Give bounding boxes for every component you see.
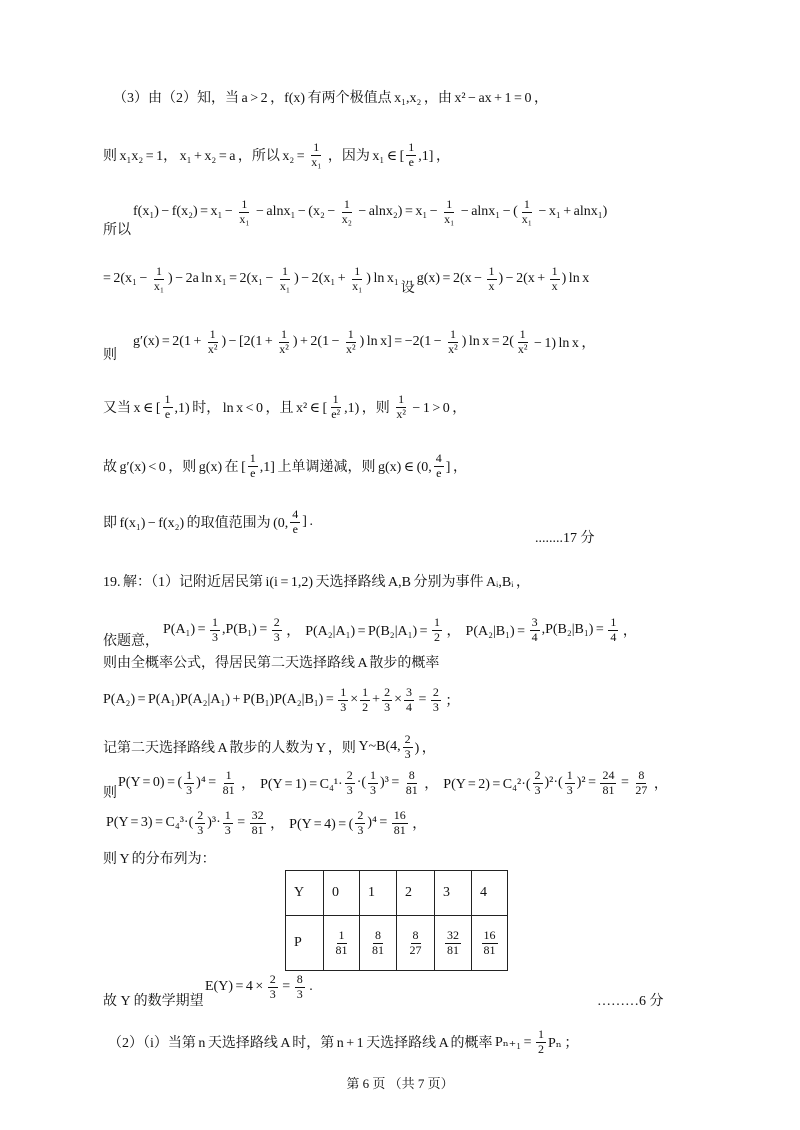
- fraction-denominator: x²: [396, 406, 406, 421]
- q19-expectation-label: [103, 982, 204, 1018]
- page-footer: [0, 1073, 800, 1092]
- fraction: [163, 393, 173, 422]
- fraction-denominator: 27: [635, 782, 648, 797]
- table-cell: [472, 916, 508, 971]
- score-text: ........17 分: [535, 531, 595, 546]
- fraction: [482, 929, 498, 958]
- fraction-numerator: 1: [434, 614, 441, 629]
- q19-binomial-line: [103, 729, 436, 765]
- fraction-denominator: 4: [610, 629, 617, 644]
- fraction-numerator: 2: [384, 684, 391, 699]
- fraction-numerator: 2: [534, 767, 541, 782]
- fraction: [608, 616, 618, 645]
- math-text: − alnx₁ − (x₂ −: [253, 204, 338, 219]
- fraction: [408, 929, 424, 958]
- math-text: 故 g′(x) < 0 ，则 g(x) 在 [: [103, 460, 246, 475]
- fraction-numerator: 1: [347, 326, 354, 341]
- fraction-numerator: 1: [408, 139, 415, 154]
- math-text: ) ln x] = −2(1 −: [359, 334, 445, 349]
- math-text: Pₙ₊₁ =: [494, 1034, 534, 1050]
- fraction: [406, 141, 416, 170]
- math-text: )⁴ =: [196, 775, 219, 790]
- fraction-denominator: 3: [357, 822, 364, 837]
- math-text: ，: [620, 624, 637, 639]
- fraction-denominator: 3: [340, 699, 347, 714]
- fraction-numerator: 8: [638, 767, 645, 782]
- fraction: [295, 973, 305, 1002]
- math-text: )⁴ =: [367, 815, 390, 830]
- fraction-denominator: e²: [331, 406, 341, 421]
- fraction-denominator: 3: [197, 822, 204, 837]
- math-text: − alnx₁ − (: [458, 204, 518, 219]
- fraction-numerator: 1: [343, 196, 350, 211]
- math-text: ， P(Y = 1) = C₄¹·: [238, 777, 343, 792]
- score-17: [535, 519, 595, 555]
- fraction-numerator: 1: [446, 196, 453, 211]
- math-text: ] .: [302, 514, 313, 529]
- math-text: f(x₁) − f(x₂) = x₁ −: [133, 204, 236, 219]
- fraction-denominator: 3: [432, 699, 439, 714]
- table-header-cell: 2: [397, 871, 435, 916]
- math-text: ,1) 时， ln x < 0 ，且 x² ∈ [: [174, 401, 328, 416]
- math-text: P(Y = 0) = (: [118, 775, 183, 790]
- fraction-denominator: x²: [448, 341, 458, 356]
- table-row: [286, 916, 508, 971]
- fraction-numerator: 1: [313, 139, 320, 154]
- fraction: [533, 769, 543, 798]
- table-header-cell: 3: [435, 871, 472, 916]
- fraction: [520, 198, 534, 227]
- fraction-denominator: 3: [212, 629, 218, 644]
- fraction: [633, 769, 649, 798]
- fraction-denominator: 3: [384, 699, 391, 714]
- fraction: [184, 769, 194, 798]
- part3-derivative-formula: [133, 324, 595, 360]
- prefix-word: 所以: [103, 223, 131, 238]
- table-cell: [360, 916, 397, 971]
- fraction: [404, 686, 414, 715]
- math-text: ，因为 x₁ ∈ [: [325, 149, 405, 164]
- math-text: ) ln x = 2(: [461, 334, 514, 349]
- fraction: [394, 393, 408, 422]
- fraction: [550, 265, 560, 294]
- fraction-denominator: x₁: [311, 154, 322, 169]
- fraction-numerator: 2: [432, 684, 439, 699]
- fraction-denominator: x₁: [352, 278, 363, 293]
- fraction: [329, 393, 342, 422]
- math-text: 则由全概率公式，得居民第二天选择路线 A 散步的概率: [103, 656, 440, 671]
- math-text: ) − 2(x₁ +: [294, 271, 349, 286]
- fraction: [516, 328, 530, 357]
- fraction-numerator: 8: [408, 767, 415, 782]
- fraction: [360, 686, 370, 715]
- math-text: ，: [651, 777, 668, 792]
- part3-simplify-line: [103, 261, 589, 297]
- fraction-denominator: 3: [534, 782, 541, 797]
- fraction-numerator: 2: [273, 614, 280, 629]
- fraction-numerator: 16: [483, 927, 496, 942]
- q19-given-probabilities: [163, 612, 637, 648]
- fraction-denominator: 2: [434, 629, 441, 644]
- fraction: [237, 198, 251, 227]
- fraction-numerator: 1: [398, 391, 405, 406]
- fraction-numerator: 2: [269, 971, 276, 986]
- fraction: [344, 328, 358, 357]
- table-header-cell: 4: [472, 871, 508, 916]
- fraction-numerator: 1: [340, 684, 347, 699]
- fraction-numerator: 32: [447, 927, 459, 942]
- part3-intro-line: [113, 79, 548, 115]
- math-text: .: [306, 979, 313, 994]
- fraction: [152, 265, 166, 294]
- math-text: ) − 2(x +: [498, 271, 548, 286]
- fraction-denominator: e: [250, 465, 256, 480]
- fraction-denominator: 3: [404, 746, 411, 761]
- fraction-numerator: 1: [164, 391, 171, 406]
- fraction: [195, 809, 205, 838]
- table-cell: [435, 916, 472, 971]
- fraction-numerator: 2: [197, 807, 204, 822]
- fraction-numerator: 1: [186, 767, 193, 782]
- math-text: )³·: [207, 815, 221, 830]
- fraction-numerator: 1: [241, 196, 248, 211]
- let-word: 设: [400, 281, 415, 296]
- part3-monotonic-line: [103, 448, 467, 484]
- fraction-denominator: 81: [251, 822, 264, 837]
- fraction: [370, 929, 386, 958]
- fraction-numerator: 1: [551, 263, 558, 278]
- fraction-denominator: e: [408, 154, 414, 169]
- prefix-word: 依题意，: [103, 634, 159, 649]
- math-text: ) − [2(1 +: [221, 334, 276, 349]
- fraction-denominator: x₁: [279, 278, 291, 293]
- fraction-denominator: 27: [409, 942, 422, 957]
- math-text: ) ，: [414, 741, 436, 756]
- fraction: [487, 265, 497, 294]
- math-text: （3）由（2）知，当 a > 2 ，f(x) 有两个极值点 x₁,x₂ ，由 x² − ax + 1 = 0 ，: [113, 91, 548, 106]
- math-text: （2）（i）当第 n 天选择路线 A 时，第 n + 1 天选择路线 A 的概率: [108, 1036, 495, 1051]
- part3-therefore-label: [103, 211, 131, 247]
- fraction-denominator: x₁: [153, 278, 165, 293]
- fraction-denominator: x²: [345, 341, 356, 356]
- math-text: − 1) ln x ，: [531, 336, 596, 351]
- prefix-word: 则: [103, 348, 117, 363]
- fraction-numerator: 1: [354, 263, 361, 278]
- math-text: =: [279, 979, 293, 994]
- table-row-label: P: [286, 916, 324, 971]
- fraction-denominator: 3: [224, 822, 231, 837]
- q19-probabilities-0-2: [118, 765, 668, 801]
- fraction: [221, 769, 237, 798]
- fraction: [392, 809, 408, 838]
- fraction-denominator: 3: [186, 782, 193, 797]
- math-text: ) ln x: [561, 271, 590, 286]
- fraction-numerator: 1: [155, 263, 162, 278]
- math-text: )³ =: [380, 775, 402, 790]
- fraction-numerator: 1: [212, 614, 218, 629]
- q19-total-probability-formula: [103, 682, 459, 718]
- fraction-denominator: 2: [537, 1041, 544, 1056]
- prefix-word: 故 Y 的数学期望: [103, 994, 204, 1009]
- fraction: [434, 452, 444, 481]
- fraction-denominator: 81: [372, 942, 384, 957]
- fraction-denominator: x²: [207, 341, 218, 356]
- fraction: [600, 769, 616, 798]
- fraction-denominator: x₂: [341, 211, 352, 226]
- fraction-denominator: 2: [362, 699, 369, 714]
- fraction: [278, 265, 292, 294]
- fraction-numerator: 1: [537, 1026, 544, 1041]
- prefix-word: 则: [103, 786, 117, 801]
- fraction: [382, 686, 392, 715]
- math-text: +: [372, 692, 381, 707]
- fraction-denominator: e: [292, 521, 298, 536]
- q19-intro-line: [103, 563, 530, 599]
- fraction: [277, 328, 291, 357]
- fraction-denominator: 81: [393, 822, 406, 837]
- fraction-numerator: 8: [412, 927, 419, 942]
- math-text: ) + 2(1 −: [292, 334, 342, 349]
- fraction-denominator: 3: [370, 782, 377, 797]
- math-text: ， P(A₂|A₁) = P(B₂|A₁) =: [283, 624, 431, 639]
- q19-probabilities-3-4: [106, 805, 426, 841]
- fraction-denominator: x₁: [444, 211, 455, 226]
- fraction-denominator: 81: [405, 782, 418, 797]
- math-text: ， P(A₂|B₁) =: [444, 624, 528, 639]
- fraction-numerator: 16: [393, 807, 406, 822]
- math-text: 19. 解：（1）记附近居民第 i(i = 1,2) 天选择路线 A,B 分别为事件 Aᵢ,Bᵢ ，: [103, 575, 530, 590]
- math-text: E(Y) = 4 ×: [205, 979, 266, 994]
- math-text: P(Y = 3) = C₄³·(: [106, 815, 194, 830]
- fraction: [309, 141, 323, 170]
- fraction-numerator: 4: [435, 450, 442, 465]
- fraction: [290, 508, 300, 537]
- math-text: 则 Y 的分布列为：: [103, 852, 216, 867]
- math-text: ) ln x₁: [366, 271, 399, 286]
- fraction: [446, 328, 460, 357]
- fraction-numerator: 1: [449, 326, 456, 341]
- fraction-numerator: 2: [357, 807, 364, 822]
- part3-roots-relation-line: [103, 137, 450, 173]
- part3-sign-analysis-line: [103, 389, 466, 425]
- math-text: ,1] ，: [418, 149, 450, 164]
- fraction: [334, 929, 350, 958]
- math-text: 即 f(x₁) − f(x₂) 的取值范围为 (0,: [103, 516, 289, 531]
- table-header-cell: 0: [324, 871, 360, 916]
- fraction: [248, 452, 258, 481]
- q19-distribution-caption: [103, 840, 216, 876]
- score-text: ………6 分: [597, 994, 664, 1009]
- fraction-numerator: 1: [332, 391, 339, 406]
- table-cell: [397, 916, 435, 971]
- fraction-denominator: e: [436, 465, 442, 480]
- fraction: [206, 328, 220, 357]
- fraction-denominator: 3: [566, 782, 573, 797]
- fraction-numerator: 1: [281, 326, 288, 341]
- fraction-numerator: 1: [282, 263, 289, 278]
- fraction-numerator: 1: [225, 767, 232, 782]
- math-text: ×: [394, 692, 402, 707]
- fraction-denominator: 4: [405, 699, 412, 714]
- math-text: =: [234, 815, 248, 830]
- math-text: − alnx₂) = x₁ −: [355, 204, 441, 219]
- fraction: [345, 769, 355, 798]
- math-text: =: [415, 692, 429, 707]
- fraction-denominator: 81: [222, 782, 235, 797]
- fraction: [268, 973, 278, 1002]
- fraction-denominator: e: [164, 406, 171, 421]
- q19-total-probability-text: [103, 644, 439, 680]
- fraction-denominator: 3: [346, 782, 353, 797]
- math-text: g(x) = 2(x −: [416, 271, 485, 286]
- fraction: [223, 809, 233, 838]
- math-text: ， P(Y = 4) = (: [267, 817, 354, 832]
- fraction: [431, 686, 441, 715]
- fraction: [442, 198, 456, 227]
- math-text: =: [618, 775, 632, 790]
- fraction-denominator: 3: [296, 986, 303, 1001]
- fraction: [368, 769, 378, 798]
- fraction: [432, 616, 442, 645]
- math-text: ,P(B₁) =: [222, 622, 270, 637]
- math-text: 又当 x ∈ [: [103, 401, 161, 416]
- fraction-numerator: 3: [531, 614, 538, 629]
- fraction-numerator: 1: [488, 263, 495, 278]
- math-text: P(A₁) =: [163, 622, 208, 637]
- fraction: [404, 769, 420, 798]
- math-text: ，: [409, 817, 427, 832]
- math-text: − x₁ + alnx₁): [535, 204, 608, 219]
- table-row: [286, 871, 508, 916]
- q19-part2-line: [108, 1024, 578, 1060]
- simplified-difference-formula: [103, 265, 399, 294]
- math-text: Pₙ ；: [547, 1036, 579, 1051]
- fraction-denominator: 81: [602, 782, 615, 797]
- fraction: [272, 616, 282, 645]
- fraction-denominator: 4: [531, 629, 538, 644]
- fraction-numerator: 1: [523, 196, 530, 211]
- math-text: P(A₂) = P(A₁)P(A₂|A₁) + P(B₁)P(A₂|B₁) =: [103, 692, 337, 707]
- fraction: [530, 616, 540, 645]
- math-text: )²·(: [544, 775, 563, 790]
- math-text: ,P(B₂|B₁) =: [541, 622, 607, 637]
- math-text: ,1] 上单调递减，则 g(x) ∈ (0,: [259, 460, 432, 475]
- score-6: [597, 982, 664, 1018]
- math-text: ,1) ，则: [344, 401, 393, 416]
- fraction-denominator: 3: [273, 629, 280, 644]
- math-text: = 2(x₁ −: [103, 271, 150, 286]
- fraction-numerator: 1: [209, 326, 216, 341]
- fraction-numerator: 1: [224, 807, 231, 822]
- page-number-label: 第 6 页 （共 7 页）: [346, 1076, 454, 1091]
- math-text: ] ，: [445, 460, 467, 475]
- fraction: [445, 929, 461, 958]
- fraction-numerator: 2: [346, 767, 353, 782]
- fraction: [565, 769, 575, 798]
- fraction-denominator: x: [551, 278, 558, 293]
- table-header-cell: 1: [360, 871, 397, 916]
- fraction-numerator: 4: [292, 506, 299, 521]
- math-text: ×: [350, 692, 359, 707]
- distribution-table: [285, 870, 508, 971]
- fraction-denominator: x²: [517, 341, 528, 356]
- fraction-numerator: 32: [251, 807, 264, 822]
- q19-expectation-formula: [205, 969, 313, 1005]
- fraction-numerator: 1: [249, 450, 256, 465]
- fraction-denominator: 3: [269, 986, 276, 1001]
- table-cell: [324, 916, 360, 971]
- fraction: [350, 265, 364, 294]
- part3-difference-formula: [133, 194, 607, 230]
- fraction: [210, 616, 220, 645]
- part3-conclusion-line: [103, 504, 313, 540]
- g-function-definition: [417, 265, 589, 294]
- fraction-denominator: 81: [335, 942, 348, 957]
- math-text: g′(x) = 2(1 +: [133, 334, 204, 349]
- fraction-numerator: 1: [566, 767, 573, 782]
- fraction-denominator: x₁: [239, 211, 250, 226]
- fraction-numerator: 1: [610, 614, 617, 629]
- fraction: [355, 809, 365, 838]
- math-text: ·(: [356, 775, 367, 790]
- fraction-numerator: 3: [405, 684, 412, 699]
- fraction-denominator: x₁: [521, 211, 532, 226]
- math-text: ) − 2a ln x₁ = 2(x₁ −: [168, 271, 276, 286]
- fraction-numerator: 8: [375, 927, 381, 942]
- fraction-denominator: 81: [483, 942, 496, 957]
- fraction: [250, 809, 266, 838]
- fraction-denominator: x: [488, 278, 495, 293]
- fraction: [403, 733, 413, 762]
- math-text: 则 x₁x₂ = 1， x₁ + x₂ = a ，所以 x₂ =: [103, 149, 308, 164]
- math-text: Y~B(4,: [358, 739, 401, 754]
- math-text: 记第二天选择路线 A 散步的人数为 Y ，则: [103, 741, 359, 756]
- fraction-numerator: 24: [602, 767, 615, 782]
- fraction: [338, 686, 348, 715]
- math-text: ， P(Y = 2) = C₄²·(: [421, 777, 531, 792]
- table-header-cell: Y: [286, 871, 324, 916]
- fraction-denominator: 81: [447, 942, 459, 957]
- fraction-denominator: x²: [279, 341, 289, 356]
- fraction-numerator: 1: [519, 326, 526, 341]
- math-text: − 1 > 0 ，: [409, 401, 467, 416]
- fraction: [340, 198, 354, 227]
- fraction-numerator: 8: [296, 971, 303, 986]
- fraction-numerator: 1: [362, 684, 369, 699]
- part3-then-label: [103, 336, 117, 372]
- fraction-numerator: 1: [338, 927, 345, 942]
- math-text: )² =: [576, 775, 599, 790]
- fraction-numerator: 2: [404, 731, 411, 746]
- fraction-numerator: 1: [370, 767, 377, 782]
- fraction: [536, 1028, 546, 1057]
- math-text: ；: [442, 694, 460, 709]
